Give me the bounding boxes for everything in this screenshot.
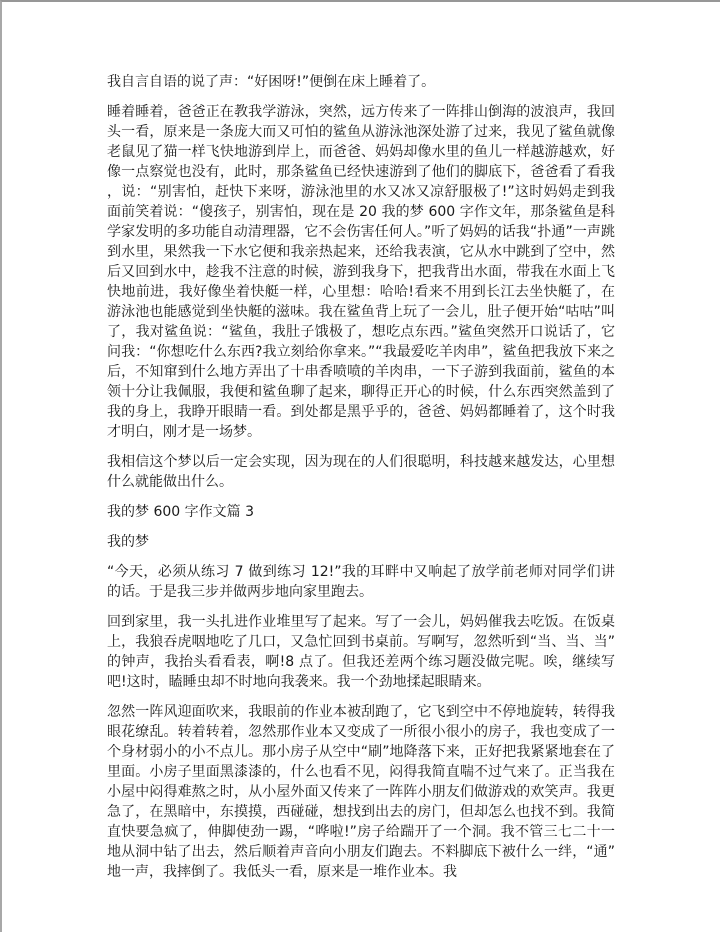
document-body — [2, 2, 720, 882]
paragraph-1: 我自言自语的说了声：“好困呀!”便倒在床上睡着了。 — [107, 74, 436, 90]
paragraph-2: 睡着睡着，爸爸正在教我学游泳，突然，远方传来了一阵排山倒海的波浪声，我回头一看，原来是一条庞大而又可怕的鲨鱼从游泳池深处游了过来，我见了鲨鱼就像老鼠见了猫一样飞快地游到岸上，而爸爸、妈妈却像水里的鱼儿一样越游越欢，好像一点察觉也没有，此时，那条鲨鱼已经快速游到了他们的脚底下，爸爸看了看我，说：“别害怕，赶快下来呀，游泳池里的水又冰又凉舒服极了!”这时妈妈走到我面前笑着说：“傻孩子，别害怕，现在是 20 我的梦 600 字作文年，那条鲨鱼是科学家发明的多功能自动清理器，它不会伤害任何人。”听了妈妈的话我“扑通”一声跳到水里，果然我一下水它便和我亲热起来，还给我表演，它从水中跳到了空中，然后又回到水中，趁我不注意的时候，游到我身下，把我背出水面，带我在水面上飞快地前进，我好像坐着快艇一样，心里想：哈哈!看来不用到长江去坐快艇了，在游泳池也能感觉到坐快艇的滋味。我在鲨鱼背上玩了一会儿，肚子便开始“咕咕”叫了，我对鲨鱼说：“鲨鱼，我肚子饿极了，想吃点东西。”鲨鱼突然开口说话了，它问我：“你想吃什么东西?我立刻给你拿来。”“我最爱吃羊肉串”，鲨鱼把我放下来之后，不知窜到什么地方弄出了十串香喷喷的羊肉串，一下子游到我面前，鲨鱼的本领十分让我佩服，我便和鲨鱼聊了起来，聊得正开心的时候，什么东西突然盖到了我的身上，我睁开眼睛一看。到处都是黑乎乎的，爸爸、妈妈都睡着了，这个时我才明白，刚才是一场梦。 — [107, 104, 615, 440]
essay-title: 我的梦 — [107, 534, 149, 550]
section-heading-essay-3: 我的梦 600 字作文篇 3 — [107, 504, 254, 520]
paragraph-8: 忽然一阵风迎面吹来，我眼前的作业本被刮跑了，它飞到空中不停地旋转，转得我眼花缭乱。转着转着，忽然那作业本又变成了一所很小很小的房子，我也变成了一个身材弱小的小不点儿。那小房子从空中“刷”地降落下来，正好把我紧紧地套在了里面。小房子里面黑漆漆的，什么也看不见，闷得我简直喘不过气来了。正当我在小屋中闷得难熬之时，从小屋外面又传来了一阵阵小朋友们做游戏的欢笑声。我更急了，在黑暗中，东摸摸，西碰碰，想找到出去的房门，但却怎么也找不到。我简直快要急疯了，伸脚使劲一踢，“哗啦!”房子给踹开了一个洞。我不管三七二十一地从洞中钻了出去，然后顺着声音向小朋友们跑去。不料脚底下被什么一绊，“通”地一声，我摔倒了。我低头一看，原来是一堆作业本。我 — [107, 704, 615, 880]
paragraph-3: 我相信这个梦以后一定会实现，因为现在的人们很聪明，科技越来越发达，心里想什么就能做出什么。 — [107, 454, 615, 490]
paragraph-7: 回到家里，我一头扎进作业堆里写了起来。写了一会儿，妈妈催我去吃饭。在饭桌上，我狼吞虎咽地吃了几口，又急忙回到书桌前。写啊写，忽然听到“当、当、当”的钟声，我抬头看看表，啊!8 点了。但我还差两个练习题没做完呢。唉，继续写吧!这时，瞌睡虫却不时地向我袭来。我一个劲地揉起眼睛来。 — [107, 614, 615, 690]
paragraph-6: “今天，必须从练习 7 做到练习 12!”我的耳畔中又响起了放学前老师对同学们讲的话。于是我三步并做两步地向家里跑去。 — [107, 564, 615, 600]
